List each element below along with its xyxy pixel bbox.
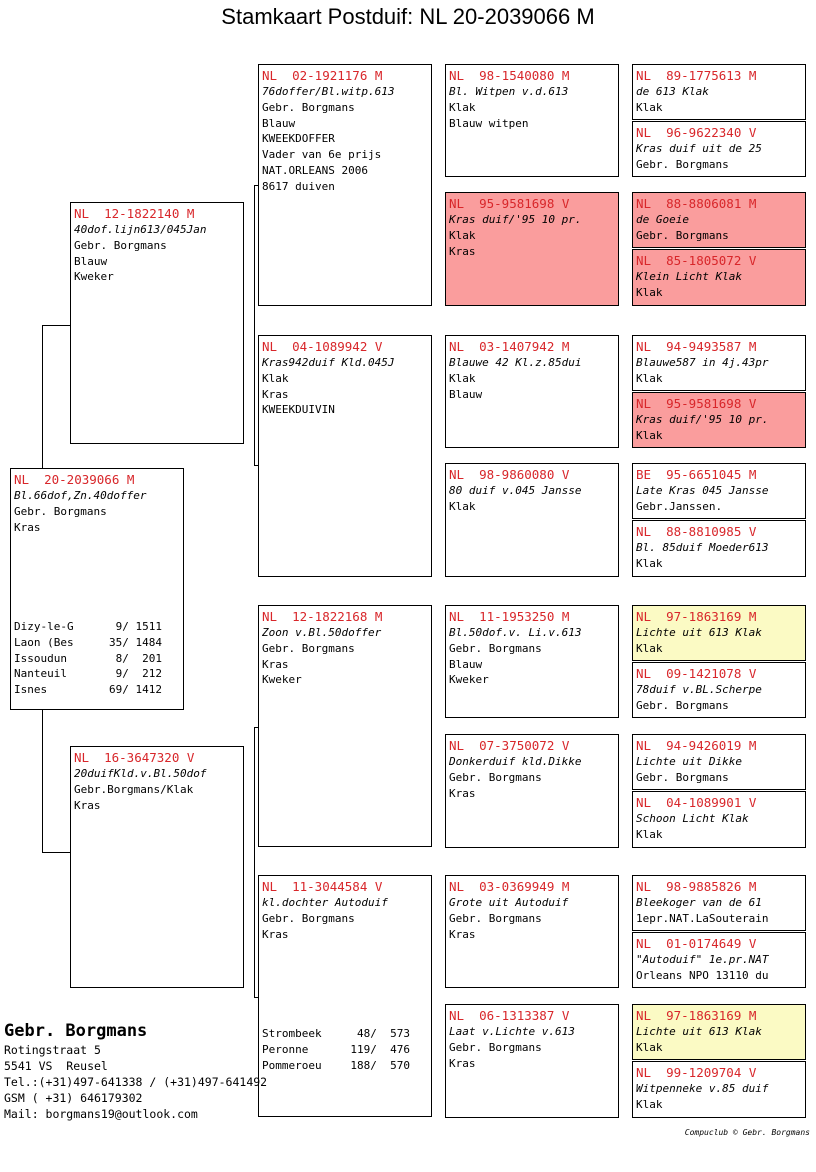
pigeon-name: 78duif v.BL.Scherpe xyxy=(636,683,762,696)
ring-number: NL 01-0174649 V xyxy=(636,936,757,951)
info-line: Kras xyxy=(262,927,289,941)
pigeon-card-g5[interactable] xyxy=(632,335,806,391)
pigeon-name: 40dof.lijn613/045Jan xyxy=(74,223,207,236)
info-line: Gebr. Borgmans xyxy=(636,698,729,712)
pigeon-name: Kras duif/'95 10 pr. xyxy=(449,213,582,226)
ring-number: NL 98-1540080 M xyxy=(449,68,570,83)
pigeon-card-g15[interactable] xyxy=(632,1004,806,1060)
ring-number: NL 88-8806081 M xyxy=(636,196,757,211)
info-line: Gebr. Borgmans xyxy=(449,911,542,925)
pigeon-name: Grote uit Autoduif xyxy=(449,896,569,909)
ring-number: NL 99-1209704 V xyxy=(636,1065,757,1080)
pigeon-name: 76doffer/Bl.witp.613 xyxy=(262,85,395,98)
info-line: Klak xyxy=(449,100,476,114)
results-list xyxy=(262,1026,410,1073)
pigeon-card-g4[interactable] xyxy=(632,249,806,306)
pigeon-name: Lichte uit 613 Klak xyxy=(636,1025,762,1038)
info-line: 8617 duiven xyxy=(262,179,335,193)
pigeon-card-fmm[interactable] xyxy=(445,463,619,577)
info-line: Gebr. Borgmans xyxy=(14,504,107,518)
ring-number: NL 16-3647320 V xyxy=(74,750,195,765)
owner-name: Gebr. Borgmans xyxy=(4,1021,148,1041)
info-line: KWEEKDUIVIN xyxy=(262,403,335,417)
info-line: Klak xyxy=(636,827,663,841)
info-line: Blauw xyxy=(449,657,483,671)
pigeon-card-fm[interactable] xyxy=(258,335,432,577)
info-line: Gebr. Borgmans xyxy=(636,770,729,784)
pigeon-card-mf[interactable] xyxy=(258,605,432,847)
pigeon-name: 20duifKld.v.Bl.50dof xyxy=(74,767,207,780)
pigeon-name: Schoon Licht Klak xyxy=(636,812,749,825)
info-line: Gebr. Borgmans xyxy=(449,641,542,655)
pigeon-name: Bl. Witpen v.d.613 xyxy=(449,85,569,98)
owner-phone: Tel.:(+31)497-641338 / (+31)497-641492 xyxy=(4,1075,268,1089)
ring-number: NL 04-1089942 V xyxy=(262,339,383,354)
pigeon-name: kl.dochter Autoduif xyxy=(262,896,388,909)
info-line: Kras xyxy=(449,927,476,941)
pigeon-name: Kras duif uit de 25 xyxy=(636,142,762,155)
pigeon-name: Late Kras 045 Jansse xyxy=(636,484,769,497)
ring-number: NL 09-1421078 V xyxy=(636,666,757,681)
ring-number: NL 97-1863169 M xyxy=(636,609,757,624)
info-line: Gebr.Janssen. xyxy=(636,499,723,513)
connector-line xyxy=(42,852,70,853)
results-list xyxy=(14,619,162,698)
pigeon-card-g9[interactable] xyxy=(632,605,806,661)
pigeon-card-mff[interactable] xyxy=(445,605,619,718)
ring-number: NL 12-1822140 M xyxy=(74,206,195,221)
info-line: Klak xyxy=(449,499,476,513)
pigeon-name: Blauwe 42 Kl.z.85dui xyxy=(449,356,582,369)
pigeon-card-main[interactable] xyxy=(10,468,184,710)
info-line: Blauw xyxy=(449,387,483,401)
ring-number: NL 94-9493587 M xyxy=(636,339,757,354)
info-line: 1epr.NAT.LaSouterain xyxy=(636,911,769,925)
pigeon-name: Zoon v.Bl.50doffer xyxy=(262,626,382,639)
result-row: Isnes 69/ 1412 xyxy=(14,683,162,697)
info-line: Kweker xyxy=(74,270,114,284)
info-line: Blauw xyxy=(262,116,296,130)
ring-number: NL 12-1822168 M xyxy=(262,609,383,624)
ring-number: NL 98-9885826 M xyxy=(636,879,757,894)
info-line: Blauw xyxy=(74,254,108,268)
info-line: KWEEKDOFFER xyxy=(262,132,335,146)
info-line: Klak xyxy=(636,371,663,385)
pigeon-name: Bl.66dof,Zn.40doffer xyxy=(14,489,147,502)
pigeon-name: Blauwe587 in 4j.43pr xyxy=(636,356,769,369)
info-line: Gebr. Borgmans xyxy=(636,157,729,171)
result-row: Strombeek 48/ 573 xyxy=(262,1027,410,1040)
info-line: Kras xyxy=(74,798,101,812)
pigeon-name: Kras duif/'95 10 pr. xyxy=(636,413,769,426)
owner-address: Rotingstraat 5 xyxy=(4,1043,101,1057)
pigeon-card-g1[interactable] xyxy=(632,64,806,120)
pigeon-name: de Goeie xyxy=(636,213,689,226)
footer-credit: Compuclub © Gebr. Borgmans xyxy=(684,1128,810,1137)
pigeon-name: Witpenneke v.85 duif xyxy=(636,1082,769,1095)
pigeon-name: 80 duif v.045 Jansse xyxy=(449,484,582,497)
info-line: Gebr. Borgmans xyxy=(262,641,355,655)
pigeon-name: Lichte uit 613 Klak xyxy=(636,626,762,639)
info-line: Kras xyxy=(449,1056,476,1070)
pigeon-card-mmf[interactable] xyxy=(445,875,619,988)
info-line: Klak xyxy=(636,428,663,442)
pigeon-card-ff[interactable] xyxy=(258,64,432,306)
pigeon-name: de 613 Klak xyxy=(636,85,709,98)
info-line: Orleans NPO 13110 du xyxy=(636,968,769,982)
pigeon-card-mfm[interactable] xyxy=(445,734,619,848)
info-line: Klak xyxy=(636,100,663,114)
owner-gsm: GSM ( +31) 646179302 xyxy=(4,1091,143,1105)
ring-number: NL 95-9581698 V xyxy=(636,396,757,411)
pigeon-card-g8[interactable] xyxy=(632,520,806,577)
owner-email: Mail: borgmans19@outlook.com xyxy=(4,1107,198,1121)
pigeon-card-g16[interactable] xyxy=(632,1061,806,1118)
result-row: Laon (Bes 35/ 1484 xyxy=(14,635,162,649)
ring-number: NL 88-8810985 V xyxy=(636,524,757,539)
info-line: Klak xyxy=(636,1040,663,1054)
pigeon-name: Donkerduif kld.Dikke xyxy=(449,755,582,768)
ring-number: NL 85-1805072 V xyxy=(636,253,757,268)
connector-line xyxy=(254,727,255,997)
ring-number: NL 94-9426019 M xyxy=(636,738,757,753)
owner-info xyxy=(4,1020,267,1122)
ring-number: NL 03-0369949 M xyxy=(449,879,570,894)
ring-number: BE 95-6651045 M xyxy=(636,467,757,482)
pigeon-name: Lichte uit Dikke xyxy=(636,755,742,768)
pigeon-name: Bleekoger van de 61 xyxy=(636,896,762,909)
info-line: Klak xyxy=(636,556,663,570)
ring-number: NL 02-1921176 M xyxy=(262,68,383,83)
pigeon-card-mmm[interactable] xyxy=(445,1004,619,1118)
pigeon-card-fmf[interactable] xyxy=(445,335,619,448)
pigeon-card-g3[interactable] xyxy=(632,192,806,248)
info-line: Kras xyxy=(14,520,41,534)
connector-line xyxy=(254,185,255,465)
result-row: Issoudun 8/ 201 xyxy=(14,651,162,665)
info-line: Gebr.Borgmans/Klak xyxy=(74,782,194,796)
info-line: Kweker xyxy=(449,673,489,687)
ring-number: NL 11-3044584 V xyxy=(262,879,383,894)
connector-line xyxy=(42,710,43,852)
info-line: Gebr. Borgmans xyxy=(262,911,355,925)
pigeon-card-father[interactable] xyxy=(70,202,244,444)
pigeon-card-g11[interactable] xyxy=(632,734,806,790)
result-row: Nanteuil 9/ 212 xyxy=(14,667,162,681)
ring-number: NL 89-1775613 M xyxy=(636,68,757,83)
pigeon-card-ffm[interactable] xyxy=(445,192,619,306)
connector-line xyxy=(42,325,43,468)
pigeon-card-g10[interactable] xyxy=(632,662,806,718)
pigeon-name: Laat v.Lichte v.613 xyxy=(449,1025,575,1038)
pigeon-name: Kras942duif Kld.045J xyxy=(262,356,395,369)
info-line: Kweker xyxy=(262,673,302,687)
pigeon-card-mm[interactable] xyxy=(258,875,432,1117)
pigeon-card-g13[interactable] xyxy=(632,875,806,931)
info-line: Klak xyxy=(449,228,476,242)
info-line: Klak xyxy=(636,285,663,299)
pigeon-card-g14[interactable] xyxy=(632,932,806,988)
ring-number: NL 06-1313387 V xyxy=(449,1008,570,1023)
pigeon-name: Bl. 85duif Moeder613 xyxy=(636,541,769,554)
info-line: Klak xyxy=(636,641,663,655)
pigeon-card-g12[interactable] xyxy=(632,791,806,848)
ring-number: NL 04-1089901 V xyxy=(636,795,757,810)
info-line: Gebr. Borgmans xyxy=(262,100,355,114)
ring-number: NL 03-1407942 M xyxy=(449,339,570,354)
info-line: NAT.ORLEANS 2006 xyxy=(262,163,368,177)
info-line: Kras xyxy=(262,657,289,671)
info-line: Gebr. Borgmans xyxy=(636,228,729,242)
pigeon-card-g2[interactable] xyxy=(632,121,806,177)
ring-number: NL 97-1863169 M xyxy=(636,1008,757,1023)
info-line: Kras xyxy=(262,387,289,401)
info-line: Blauw witpen xyxy=(449,116,529,130)
info-line: Klak xyxy=(449,371,476,385)
page-title: Stamkaart Postduif: NL 20-2039066 M xyxy=(221,4,595,29)
owner-postcode: 5541 VS Reusel xyxy=(4,1059,108,1073)
info-line: Klak xyxy=(262,371,289,385)
info-line: Kras xyxy=(449,786,476,800)
pigeon-name: "Autoduif" 1e.pr.NAT xyxy=(636,953,769,966)
info-line: Gebr. Borgmans xyxy=(449,1040,542,1054)
ring-number: NL 95-9581698 V xyxy=(449,196,570,211)
pigeon-card-fff[interactable] xyxy=(445,64,619,177)
ring-number: NL 11-1953250 M xyxy=(449,609,570,624)
info-line: Gebr. Borgmans xyxy=(449,770,542,784)
info-line: Klak xyxy=(636,1097,663,1111)
ring-number: NL 96-9622340 V xyxy=(636,125,757,140)
info-line: Gebr. Borgmans xyxy=(74,238,167,252)
result-row: Peronne 119/ 476 xyxy=(262,1042,410,1056)
info-line: Kras xyxy=(449,244,476,258)
pigeon-card-mother[interactable] xyxy=(70,746,244,988)
ring-number: NL 98-9860080 V xyxy=(449,467,570,482)
ring-number: NL 20-2039066 M xyxy=(14,472,135,487)
pigeon-name: Bl.50dof.v. Li.v.613 xyxy=(449,626,582,639)
connector-line xyxy=(42,325,70,326)
pigeon-card-g7[interactable] xyxy=(632,463,806,519)
pigeon-card-g6[interactable] xyxy=(632,392,806,448)
result-row: Dizy-le-G 9/ 1511 xyxy=(14,620,162,633)
ring-number: NL 07-3750072 V xyxy=(449,738,570,753)
result-row: Pommeroeu 188/ 570 xyxy=(262,1058,410,1072)
pigeon-name: Klein Licht Klak xyxy=(636,270,742,283)
info-line: Vader van 6e prijs xyxy=(262,148,382,162)
